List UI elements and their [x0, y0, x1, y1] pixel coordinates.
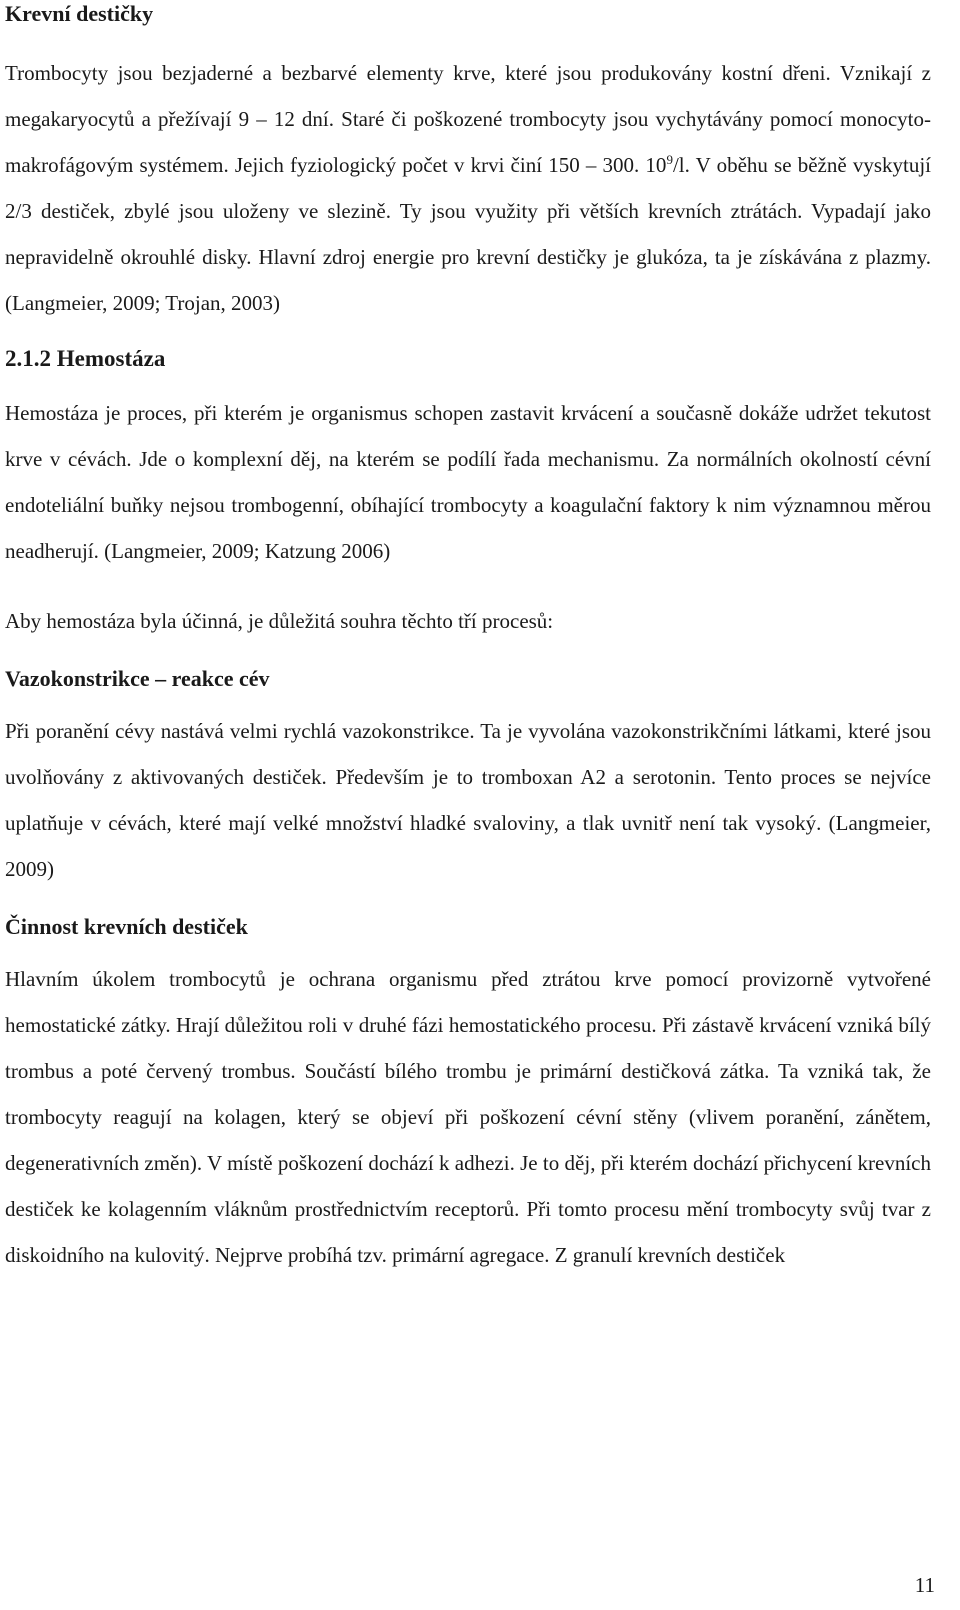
document-page: [5, 0, 931, 1278]
paragraph-platelets-part-1: Trombocyty jsou bezjaderné a bezbarvé elementy krve, které jsou produkovány kostní dřeni. Vznikají z megakaryocytů a přežívají 9 – 12 dní. Staré či poškozené trombocyty jsou vychytávány pomocí monocyto-makrofágovým systémem. Jejich fyziologický počet v krvi činí 150 – 300. 10: [5, 61, 931, 177]
heading-vazokonstrikce: Vazokonstrikce – reakce cév: [5, 666, 270, 691]
paragraph-platelets-part-2: /l. V oběhu se běžně vyskytují 2/3 destiček, zbylé jsou uloženy ve slezině. Ty jsou využity při větších krevních ztrátách. Vypadají jako nepravidelně okrouhlé disky. Hlavní zdroj energie pro krevní destičky je glukóza, ta je získávána z plazmy. (Langmeier, 2009; Trojan, 2003): [5, 153, 932, 315]
paragraph-vasoconstriction: Při poranění cévy nastává velmi rychlá vazokonstrikce. Ta je vyvolána vazokonstrikčními látkami, které jsou uvolňovány z aktivovaných destiček. Především je to tromboxan A2 a serotonin. Tento proces se nejvíce uplatňuje v cévách, které mají velké množství hladké svaloviny, a tlak uvnitř není tak vysoký. (Langmeier, 2009): [5, 719, 931, 881]
exponent-superscript: 9: [666, 152, 673, 167]
paragraph-hemostasis-processes: Aby hemostáza byla účinná, je důležitá souhra těchto tří procesů:: [5, 609, 554, 633]
heading-krevni-desticky: Krevní destičky: [5, 1, 154, 26]
paragraph-platelet-activity: Hlavním úkolem trombocytů je ochrana organismu před ztrátou krve pomocí provizorně vytvořené hemostatické zátky. Hrají důležitou roli v druhé fázi hemostatického procesu. Při zástavě krvácení vzniká bílý trombus a poté červený trombus. Součástí bílého trombu je primární destičková zátka. Ta vzniká tak, že trombocyty reagují na kolagen, který se objeví při poškození cévní stěny (vlivem poranění, zánětem, degenerativních změn). V místě poškození dochází k adhezi. Je to děj, při kterém dochází přichycení krevních destiček ke kolagenním vláknům prostřednictvím receptorů. Při tomto procesu mění trombocyty svůj tvar z diskoidního na kulovitý. Nejprve probíhá tzv. primární agregace. Z granulí krevních destiček: [5, 967, 931, 1267]
paragraph-hemostasis-definition: Hemostáza je proces, při kterém je organismus schopen zastavit krvácení a současně dokáže udržet tekutost krve v cévách. Jde o komplexní děj, na kterém se podílí řada mechanismu. Za normálních okolností cévní endoteliální buňky nejsou trombogenní, obíhající trombocyty a koagulační faktory k nim významnou měrou neadherují. (Langmeier, 2009; Katzung 2006): [5, 401, 931, 563]
page-number: 11: [914, 1573, 935, 1597]
heading-cinnost-krevnich-desticek: Činnost krevních destiček: [5, 914, 248, 939]
paragraph-platelets: [5, 50, 931, 326]
heading-hemostaza: 2.1.2 Hemostáza: [5, 346, 166, 371]
